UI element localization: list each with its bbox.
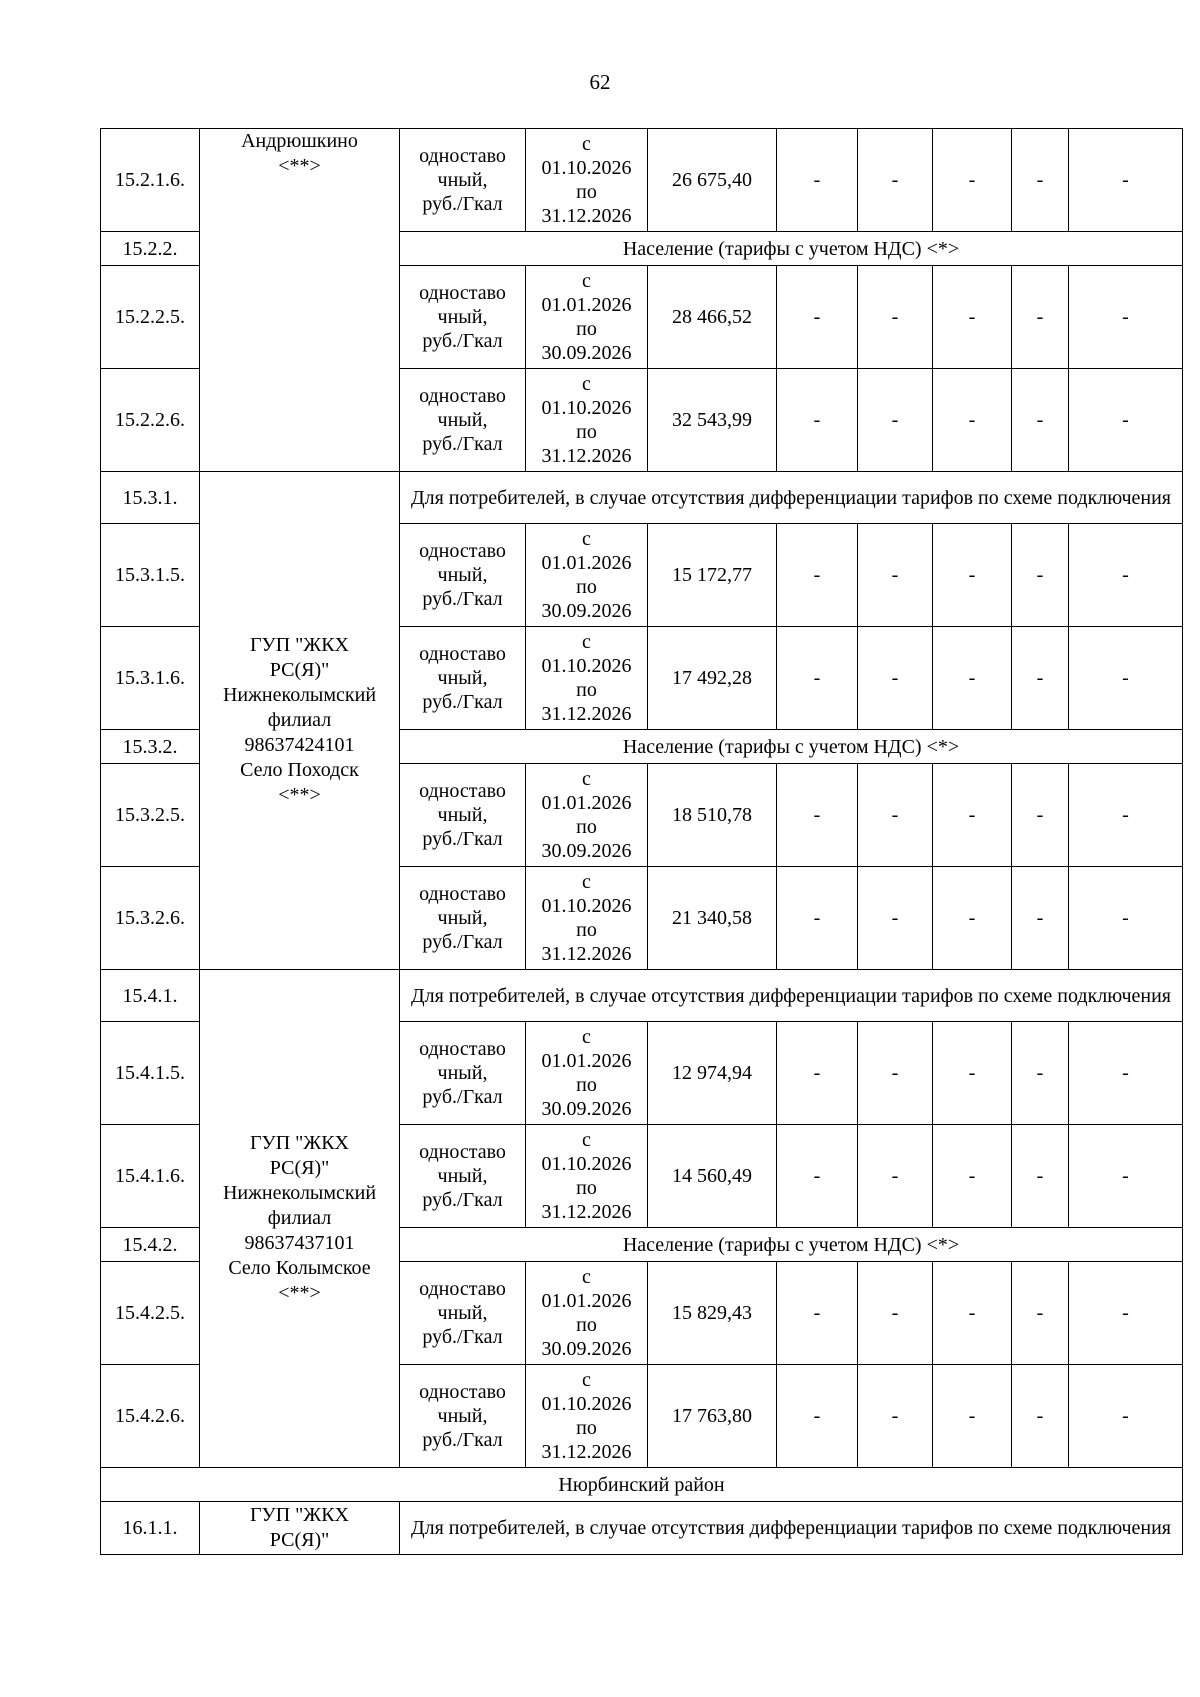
tariff-kind-line: чный,: [437, 804, 488, 826]
row-code: 15.2.2.5.: [101, 266, 200, 369]
empty-value-dash: -: [777, 1125, 858, 1228]
organization-line: <**>: [278, 784, 321, 806]
empty-value-dash: -: [933, 1365, 1012, 1468]
tariff-period-line: по: [576, 816, 597, 838]
organization-line: Андрюшкино: [241, 130, 358, 152]
tariff-value: 18 510,78: [648, 764, 777, 867]
tariff-kind-line: чный,: [437, 1302, 488, 1324]
empty-value-dash: -: [1069, 524, 1183, 627]
empty-value-dash: -: [933, 1125, 1012, 1228]
tariff-kind-line: чный,: [437, 667, 488, 689]
empty-value-dash: -: [858, 1022, 933, 1125]
empty-value-dash: -: [1069, 1365, 1183, 1468]
tariff-value: 17 492,28: [648, 627, 777, 730]
organization-cell: [200, 472, 400, 970]
tariff-period-line: по: [576, 181, 597, 203]
segment-label: Население (тарифы с учетом НДС) <*>: [400, 1228, 1183, 1262]
tariff-kind-line: руб./Гкал: [422, 931, 503, 953]
row-code: 15.4.1.6.: [101, 1125, 200, 1228]
organization-line: Село Походск: [240, 759, 359, 781]
row-code: 15.3.2.5.: [101, 764, 200, 867]
tariff-kind: [400, 1125, 526, 1228]
segment-row: [101, 472, 1183, 524]
tariff-period-line: по: [576, 679, 597, 701]
tariff-period-line: с: [582, 871, 591, 893]
empty-value-dash: -: [777, 266, 858, 369]
segment-row: [101, 1502, 1183, 1555]
tariff-period-line: 31.12.2026: [541, 703, 632, 725]
tariff-value: 32 543,99: [648, 369, 777, 472]
organization-line: ГУП "ЖКХ: [249, 1132, 350, 1154]
empty-value-dash: -: [1012, 266, 1069, 369]
organization-line: РС(Я)": [269, 1157, 330, 1179]
tariff-table: [100, 128, 1183, 1555]
empty-value-dash: -: [858, 1262, 933, 1365]
empty-value-dash: -: [1012, 524, 1069, 627]
organization-line: Село Колымское: [228, 1257, 371, 1279]
row-code: 15.4.2.: [101, 1228, 200, 1262]
tariff-kind-line: чный,: [437, 1062, 488, 1084]
organization-cell: [200, 129, 400, 472]
empty-value-dash: -: [777, 1262, 858, 1365]
tariff-period-line: 01.01.2026: [541, 294, 632, 316]
tariff-kind: [400, 369, 526, 472]
empty-value-dash: -: [1012, 369, 1069, 472]
empty-value-dash: -: [858, 1125, 933, 1228]
empty-value-dash: -: [858, 266, 933, 369]
empty-value-dash: -: [933, 129, 1012, 232]
tariff-kind-line: одноставо: [419, 1038, 506, 1060]
empty-value-dash: -: [858, 524, 933, 627]
row-code: 15.3.1.6.: [101, 627, 200, 730]
empty-value-dash: -: [777, 524, 858, 627]
tariff-period: [526, 764, 648, 867]
empty-value-dash: -: [1012, 1022, 1069, 1125]
tariff-period: [526, 524, 648, 627]
table-row: [101, 129, 1183, 232]
segment-label: Для потребителей, в случае отсутствия дифференциации тарифов по схеме подключения: [400, 1502, 1183, 1555]
tariff-kind-line: руб./Гкал: [422, 1189, 503, 1211]
tariff-period: [526, 1022, 648, 1125]
empty-value-dash: -: [777, 1365, 858, 1468]
tariff-kind-line: одноставо: [419, 1381, 506, 1403]
organization-line: <**>: [278, 155, 321, 177]
tariff-kind-line: чный,: [437, 564, 488, 586]
tariff-period-line: с: [582, 631, 591, 653]
tariff-kind-line: одноставо: [419, 145, 506, 167]
tariff-kind-line: одноставо: [419, 780, 506, 802]
district-row: [101, 1468, 1183, 1502]
tariff-kind-line: чный,: [437, 169, 488, 191]
empty-value-dash: -: [1069, 764, 1183, 867]
tariff-period-line: 01.10.2026: [541, 1393, 632, 1415]
tariff-period-line: 31.12.2026: [541, 205, 632, 227]
row-code: 15.4.2.5.: [101, 1262, 200, 1365]
organization-line: 98637437101: [244, 1232, 355, 1254]
tariff-value: 15 172,77: [648, 524, 777, 627]
tariff-period-line: 31.12.2026: [541, 1441, 632, 1463]
tariff-kind: [400, 524, 526, 627]
empty-value-dash: -: [777, 129, 858, 232]
tariff-value: 12 974,94: [648, 1022, 777, 1125]
tariff-period-line: с: [582, 373, 591, 395]
empty-value-dash: -: [1012, 867, 1069, 970]
tariff-period-line: 01.01.2026: [541, 1290, 632, 1312]
tariff-value: 28 466,52: [648, 266, 777, 369]
tariff-period-line: с: [582, 270, 591, 292]
tariff-period-line: с: [582, 1369, 591, 1391]
tariff-period-line: 31.12.2026: [541, 445, 632, 467]
tariff-period-line: с: [582, 133, 591, 155]
empty-value-dash: -: [858, 627, 933, 730]
organization-line: <**>: [278, 1282, 321, 1304]
tariff-period: [526, 266, 648, 369]
tariff-period-line: 01.10.2026: [541, 157, 632, 179]
tariff-kind-line: руб./Гкал: [422, 433, 503, 455]
tariff-period-line: 30.09.2026: [541, 342, 632, 364]
empty-value-dash: -: [858, 764, 933, 867]
tariff-kind-line: одноставо: [419, 385, 506, 407]
tariff-kind: [400, 627, 526, 730]
empty-value-dash: -: [933, 266, 1012, 369]
empty-value-dash: -: [1012, 129, 1069, 232]
tariff-kind-line: одноставо: [419, 1141, 506, 1163]
empty-value-dash: -: [1012, 1262, 1069, 1365]
empty-value-dash: -: [933, 1022, 1012, 1125]
tariff-period-line: 30.09.2026: [541, 1098, 632, 1120]
tariff-period-line: 30.09.2026: [541, 840, 632, 862]
empty-value-dash: -: [1012, 1125, 1069, 1228]
tariff-period-line: по: [576, 421, 597, 443]
tariff-kind: [400, 1022, 526, 1125]
tariff-kind-line: одноставо: [419, 540, 506, 562]
tariff-period-line: с: [582, 1026, 591, 1048]
tariff-kind: [400, 867, 526, 970]
tariff-value: 17 763,80: [648, 1365, 777, 1468]
segment-label: Для потребителей, в случае отсутствия дифференциации тарифов по схеме подключения: [400, 970, 1183, 1022]
tariff-period: [526, 867, 648, 970]
organization-line: Нижнеколымский: [222, 1182, 377, 1204]
empty-value-dash: -: [933, 369, 1012, 472]
tariff-kind-line: чный,: [437, 1165, 488, 1187]
tariff-period-line: 30.09.2026: [541, 1338, 632, 1360]
row-code: 15.3.2.6.: [101, 867, 200, 970]
tariff-kind: [400, 129, 526, 232]
segment-label: Население (тарифы с учетом НДС) <*>: [400, 730, 1183, 764]
empty-value-dash: -: [777, 867, 858, 970]
organization-line: ГУП "ЖКХ: [249, 1504, 350, 1526]
district-name: Нюрбинский район: [101, 1468, 1183, 1502]
empty-value-dash: -: [933, 764, 1012, 867]
tariff-period-line: по: [576, 576, 597, 598]
empty-value-dash: -: [777, 764, 858, 867]
empty-value-dash: -: [858, 1365, 933, 1468]
tariff-period: [526, 627, 648, 730]
tariff-kind-line: чный,: [437, 907, 488, 929]
tariff-kind-line: чный,: [437, 409, 488, 431]
organization-line: РС(Я)": [269, 1529, 330, 1551]
tariff-kind-line: руб./Гкал: [422, 828, 503, 850]
tariff-period: [526, 1125, 648, 1228]
empty-value-dash: -: [1012, 1365, 1069, 1468]
organization-line: 98637424101: [244, 734, 355, 756]
tariff-kind: [400, 1365, 526, 1468]
organization-line: филиал: [267, 1207, 332, 1229]
tariff-period: [526, 1365, 648, 1468]
tariff-period-line: 01.10.2026: [541, 895, 632, 917]
tariff-period-line: 01.01.2026: [541, 552, 632, 574]
tariff-period-line: по: [576, 1074, 597, 1096]
empty-value-dash: -: [1069, 266, 1183, 369]
tariff-kind-line: руб./Гкал: [422, 1086, 503, 1108]
segment-label: Население (тарифы с учетом НДС) <*>: [400, 232, 1183, 266]
organization-line: филиал: [267, 709, 332, 731]
tariff-period-line: 01.10.2026: [541, 397, 632, 419]
tariff-value: 26 675,40: [648, 129, 777, 232]
row-code: 15.2.2.6.: [101, 369, 200, 472]
empty-value-dash: -: [1069, 867, 1183, 970]
tariff-kind-line: руб./Гкал: [422, 330, 503, 352]
tariff-period-line: по: [576, 318, 597, 340]
tariff-period-line: по: [576, 1417, 597, 1439]
empty-value-dash: -: [777, 1022, 858, 1125]
tariff-kind-line: одноставо: [419, 883, 506, 905]
tariff-value: 15 829,43: [648, 1262, 777, 1365]
tariff-period: [526, 1262, 648, 1365]
tariff-kind-line: руб./Гкал: [422, 588, 503, 610]
row-code: 15.3.1.: [101, 472, 200, 524]
tariff-kind-line: чный,: [437, 306, 488, 328]
tariff-kind-line: руб./Гкал: [422, 1429, 503, 1451]
tariff-period: [526, 129, 648, 232]
empty-value-dash: -: [933, 1262, 1012, 1365]
empty-value-dash: -: [933, 524, 1012, 627]
empty-value-dash: -: [1069, 1262, 1183, 1365]
tariff-period-line: 01.01.2026: [541, 792, 632, 814]
tariff-period-line: с: [582, 528, 591, 550]
row-code: 15.4.1.5.: [101, 1022, 200, 1125]
empty-value-dash: -: [933, 627, 1012, 730]
tariff-period-line: с: [582, 1266, 591, 1288]
row-code: 16.1.1.: [101, 1502, 200, 1555]
row-code: 15.2.2.: [101, 232, 200, 266]
organization-cell: [200, 1502, 400, 1555]
tariff-kind-line: чный,: [437, 1405, 488, 1427]
empty-value-dash: -: [858, 369, 933, 472]
tariff-period-line: по: [576, 1177, 597, 1199]
tariff-kind-line: руб./Гкал: [422, 193, 503, 215]
tariff-kind: [400, 266, 526, 369]
empty-value-dash: -: [777, 627, 858, 730]
row-code: 15.4.2.6.: [101, 1365, 200, 1468]
page-number: 62: [589, 70, 611, 94]
empty-value-dash: -: [1069, 1125, 1183, 1228]
tariff-period-line: 31.12.2026: [541, 1201, 632, 1223]
empty-value-dash: -: [858, 867, 933, 970]
tariff-kind: [400, 1262, 526, 1365]
segment-row: [101, 970, 1183, 1022]
empty-value-dash: -: [933, 867, 1012, 970]
empty-value-dash: -: [1012, 627, 1069, 730]
row-code: 15.4.1.: [101, 970, 200, 1022]
organization-line: Нижнеколымский: [222, 684, 377, 706]
organization-line: ГУП "ЖКХ: [249, 634, 350, 656]
tariff-kind-line: одноставо: [419, 1278, 506, 1300]
empty-value-dash: -: [777, 369, 858, 472]
tariff-period-line: по: [576, 919, 597, 941]
tariff-period-line: 31.12.2026: [541, 943, 632, 965]
row-code: 15.2.1.6.: [101, 129, 200, 232]
tariff-period-line: 01.01.2026: [541, 1050, 632, 1072]
tariff-period-line: 01.10.2026: [541, 655, 632, 677]
empty-value-dash: -: [858, 129, 933, 232]
organization-cell: [200, 970, 400, 1468]
empty-value-dash: -: [1069, 627, 1183, 730]
tariff-kind-line: руб./Гкал: [422, 1326, 503, 1348]
tariff-period-line: с: [582, 1129, 591, 1151]
tariff-period-line: 01.10.2026: [541, 1153, 632, 1175]
tariff-period-line: с: [582, 768, 591, 790]
row-code: 15.3.2.: [101, 730, 200, 764]
tariff-kind: [400, 764, 526, 867]
tariff-value: 21 340,58: [648, 867, 777, 970]
tariff-kind-line: одноставо: [419, 282, 506, 304]
empty-value-dash: -: [1012, 764, 1069, 867]
tariff-kind-line: руб./Гкал: [422, 691, 503, 713]
tariff-period-line: по: [576, 1314, 597, 1336]
empty-value-dash: -: [1069, 129, 1183, 232]
segment-label: Для потребителей, в случае отсутствия дифференциации тарифов по схеме подключения: [400, 472, 1183, 524]
tariff-kind-line: одноставо: [419, 643, 506, 665]
tariff-value: 14 560,49: [648, 1125, 777, 1228]
row-code: 15.3.1.5.: [101, 524, 200, 627]
organization-line: РС(Я)": [269, 659, 330, 681]
empty-value-dash: -: [1069, 369, 1183, 472]
tariff-period-line: 30.09.2026: [541, 600, 632, 622]
tariff-period: [526, 369, 648, 472]
empty-value-dash: -: [1069, 1022, 1183, 1125]
